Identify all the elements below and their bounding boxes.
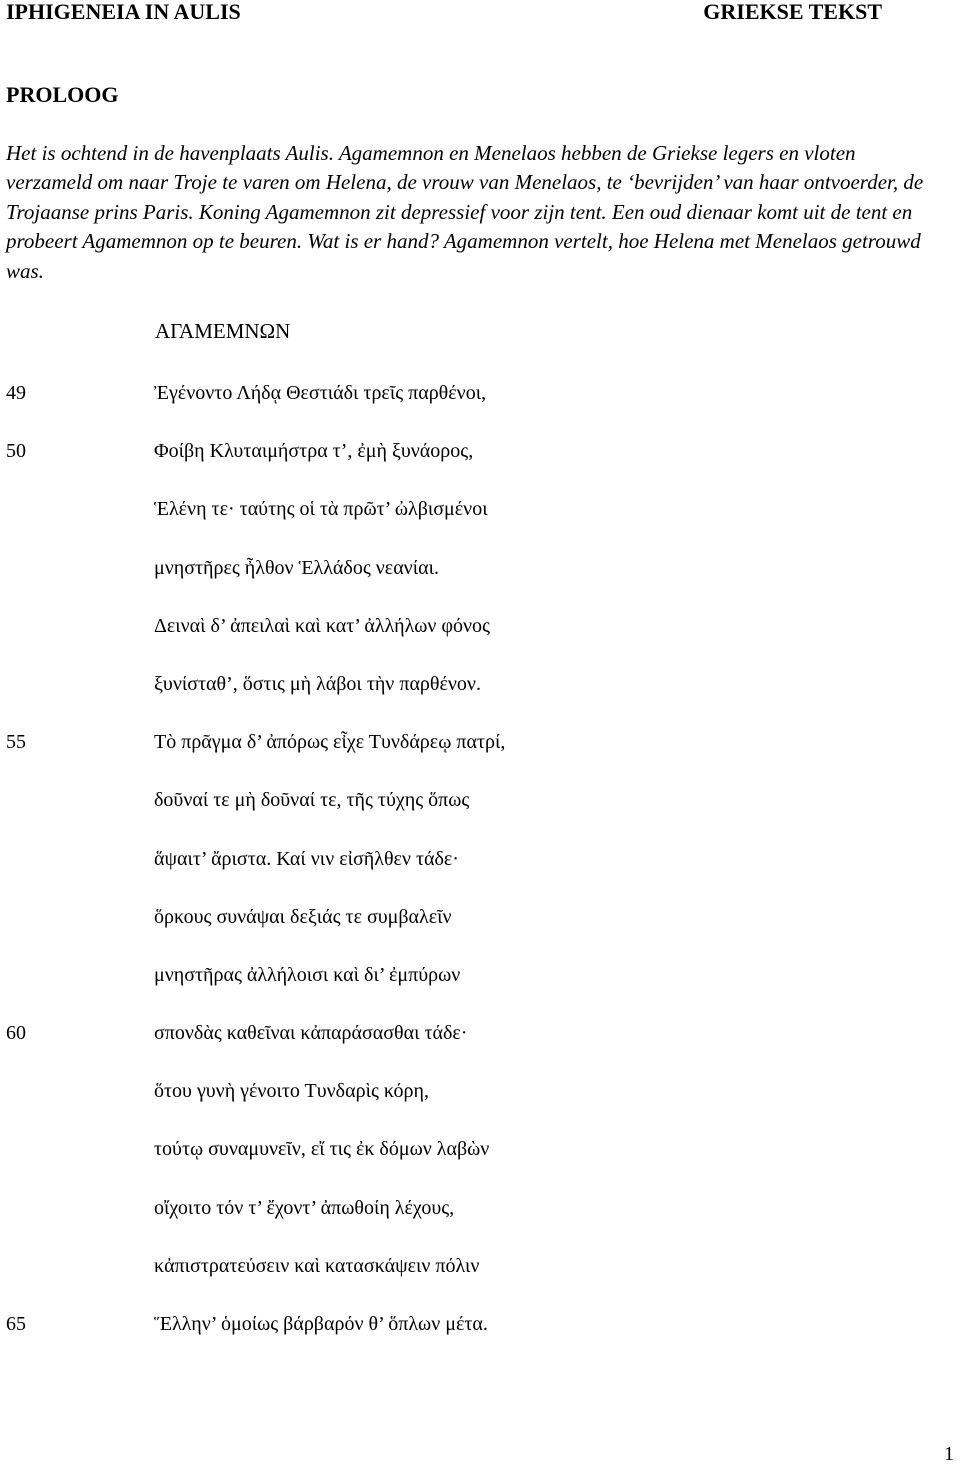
verse-line: [0, 1020, 960, 1078]
verse-number: 49: [6, 382, 26, 404]
verse-line: [0, 846, 960, 904]
verse-text: τούτῳ συναμυνεῖν, εἴ τις ἐκ δόμων λαβὼν: [154, 1138, 490, 1161]
verse-text: ὅτου γυνὴ γένοιτο Τυνδαρὶς κόρη,: [154, 1080, 429, 1103]
document-subtitle: GRIEKSE TEKST: [703, 0, 882, 24]
verse-text: μνηστῆρας ἀλλήλοισι καὶ δι’ ἐμπύρων: [154, 963, 461, 986]
verse-text: Ἑλένη τε· ταύτης οἱ τὰ πρῶτ’ ὠλβισμένοι: [154, 498, 488, 521]
verse-number: 55: [6, 731, 26, 754]
verse-number: 50: [6, 440, 26, 463]
verse-text: ὅρκους συνάψαι δεξιάς τε συμβαλεῖν: [154, 905, 452, 928]
verse-text: Τὸ πρᾶγμα δ’ ἀπόρως εἶχε Τυνδάρεῳ πατρί,: [154, 731, 506, 754]
verse-line: [0, 787, 960, 845]
verse-text: οἴχοιτο τόν τ’ ἔχοντ’ ἀπωθοίη λέχους,: [154, 1196, 455, 1219]
verse-text: Δειναὶ δ’ ἀπειλαὶ καὶ κατ’ ἀλλήλων φόνος: [154, 614, 490, 637]
verse-line: [0, 904, 960, 962]
verse-number: 60: [6, 1022, 26, 1045]
verse-line: [0, 729, 960, 787]
verse-line: [0, 1195, 960, 1253]
section-title: PROLOOG: [6, 82, 119, 107]
verse-line: [0, 671, 960, 729]
document-title: IPHIGENEIA IN AULIS: [6, 0, 241, 24]
verse-text: ἅψαιτ’ ἄριστα. Καί νιν εἰσῆλθεν τάδε·: [154, 847, 459, 870]
verse-line: [0, 1311, 960, 1369]
verse-text: μνηστῆρες ἦλθον Ἑλλάδος νεανίαι.: [154, 556, 439, 579]
verse-line: [0, 438, 960, 496]
verse-text: Φοίβη Κλυταιμήστρα τ’, ἐμὴ ξυνάορος,: [154, 440, 474, 463]
verse-text: Ἐγένοντο Λήδᾳ Θεστιάδι τρεῖς παρθένοι,: [154, 382, 487, 404]
verse-line: [0, 1136, 960, 1194]
page-number: 1: [944, 1443, 954, 1465]
verse-text: Ἕλλην’ ὁμοίως βάρβαρόν θ’ ὅπλων μέτα.: [154, 1313, 488, 1335]
verse-text: σπονδὰς καθεῖναι κἀπαράσασθαι τάδε·: [154, 1022, 468, 1045]
verse-number: 65: [6, 1313, 26, 1335]
verse-line: [0, 496, 960, 554]
verse-text: ξυνίσταθ’, ὅστις μὴ λάβοι τὴν παρθένον.: [154, 672, 481, 695]
verse-line: [0, 613, 960, 671]
speaker-name: ΑΓΑΜΕΜΝΩΝ: [155, 319, 291, 343]
verse-line: [0, 1253, 960, 1311]
verse-list: [0, 380, 960, 1369]
verse-line: [0, 380, 960, 438]
verse-line: [0, 962, 960, 1020]
verse-line: [0, 1078, 960, 1136]
verse-text: δοῦναί τε μὴ δοῦναί τε, τῆς τύχης ὅπως: [154, 789, 470, 812]
verse-line: [0, 555, 960, 613]
page-header: [6, 0, 882, 28]
intro-paragraph: Het is ochtend in de havenplaats Aulis. Agamemnon en Menelaos hebben de Griekse legers en vloten verzameld om naar Troje te varen om Helena, de vrouw van Menelaos, te ‘bevrijden’ van haar ontvoerder, de Trojaanse prins Paris. Koning Agamemnon zit depressief voor zijn tent. Een oud dienaar komt uit de tent en probeert Agamemnon op te beuren. Wat is er hand? Agamemnon vertelt, hoe Helena met Menelaos getrouwd was.: [6, 141, 924, 283]
verse-text: κἀπιστρατεύσειν καὶ κατασκάψειν πόλιν: [154, 1254, 480, 1277]
